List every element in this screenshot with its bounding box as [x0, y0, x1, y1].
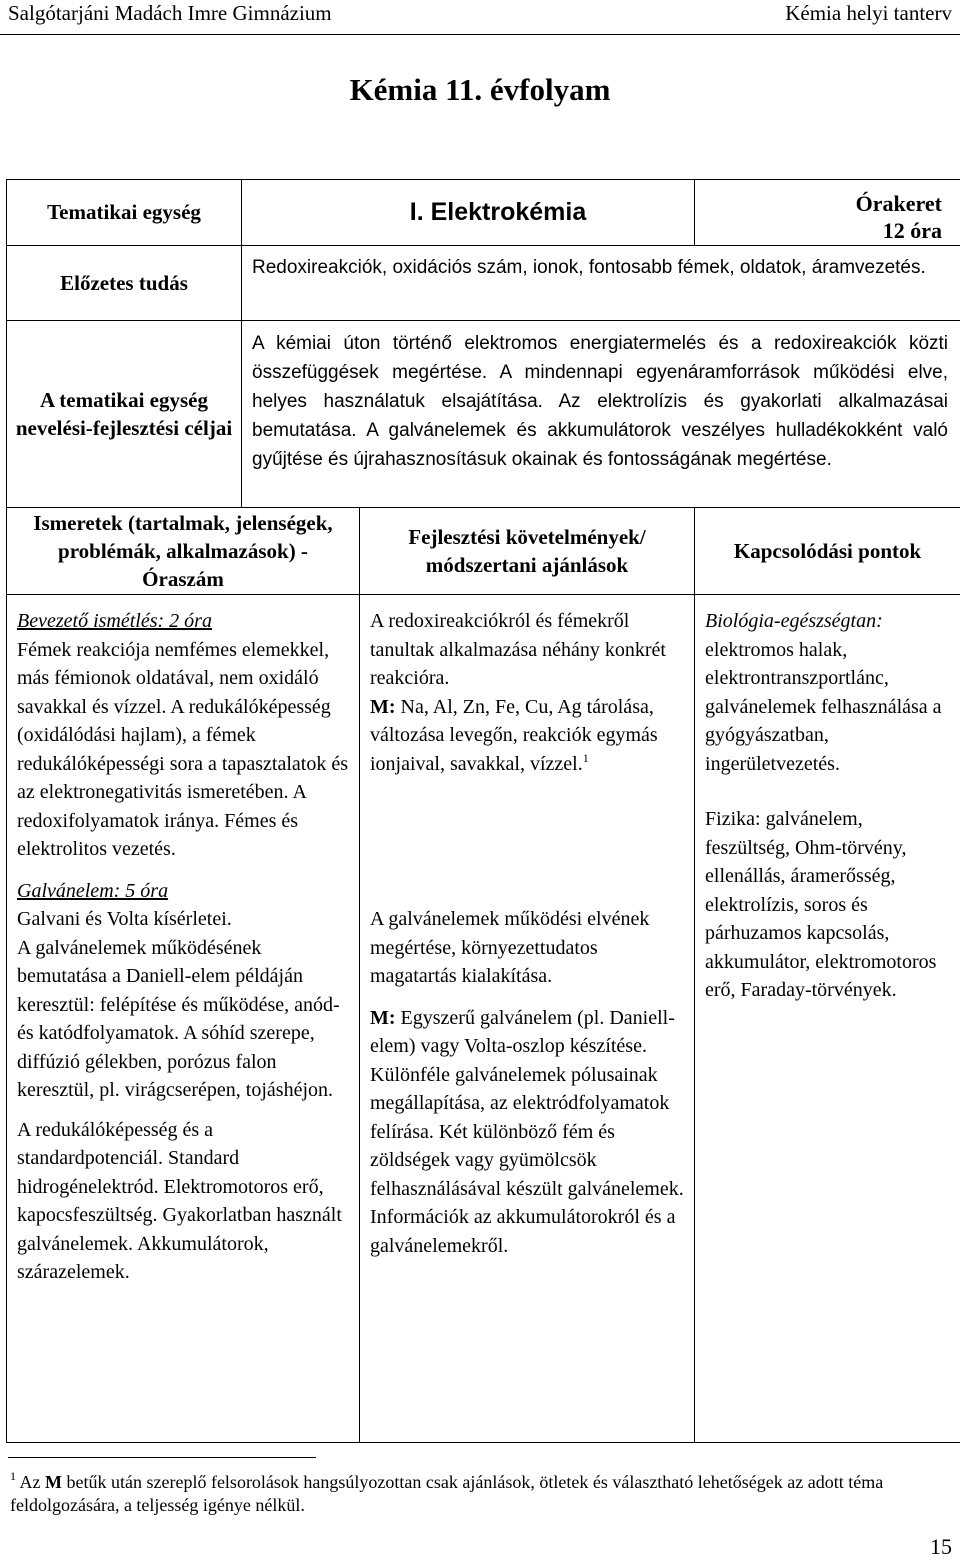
fejlesztes-p3-text: Egyszerű galvánelem (pl. Daniell-elem) vagy Volta-oszlop készítése. Különféle galvánelemek pólusainak megállapítása, az elektródfolyamatok felírása. Két különböző fém és zöldségek vagy gyümölcsök felhasználásával készült galvánelemek. Információk az akkumulátorokról és a galvánelemekről.	[370, 1007, 684, 1257]
fejlesztes-p1-m	[370, 693, 686, 779]
footnote-number: 1	[10, 1469, 16, 1483]
m-label: M:	[370, 1007, 396, 1029]
galvanelem-text-1: Galvani és Volta kísérletei.	[17, 905, 351, 934]
footnote-text-pre: Az	[16, 1472, 45, 1492]
col1-header-cell	[7, 508, 360, 595]
page-title: Kémia 11. évfolyam	[0, 72, 960, 108]
celok-cell	[242, 321, 960, 508]
footnote-ref: 1	[583, 751, 589, 765]
bevezeto-heading: Bevezető ismétlés: 2 óra	[17, 607, 351, 636]
fizika-text: galvánelem, feszültség, Ohm-törvény, ellenállás, áramerősség, elektrolízis, soros és párhuzamos kapcsolás, akkumulátor, elektromotoros erő, Faraday-törvények.	[705, 808, 936, 1001]
fejlesztes-p1-m-text: Na, Al, Zn, Fe, Cu, Ag tárolása, változása levegőn, reakciók egymás ionjaival, savakkal, vízzel.	[370, 696, 658, 775]
elozetes-tudas-label: Előzetes tudás	[60, 271, 188, 295]
unit-title: I. Elektrokémia	[410, 198, 586, 226]
elozetes-tudas-cell	[242, 246, 960, 321]
fejlesztes-p3	[370, 1004, 686, 1261]
fejlesztesi-header: Fejlesztési követelmények/ módszertani ajánlások	[408, 525, 645, 577]
fizika-block	[705, 805, 952, 1005]
celok-label-cell	[7, 321, 242, 508]
celok-text: A kémiai úton történő elektromos energiatermelés és a redoxireakciók közti összefüggések megértése. A mindennapi egyenáramforrások működési elve, helyes használatuk elsajátítása. Az elektrolízis és gyakorlati alkalmazásai bemutatása. A galvánelemek és akkumulátorok veszélyes hulladékokként való gyűjtése és újrahasznosításuk okainak és fontosságának megértése.	[252, 333, 948, 470]
biologia-text: elektromos halak, elektrontranszportlánc, galvánelemek felhasználása a gyógyászatban, ingerületvezetés.	[705, 639, 942, 775]
tematikai-egyseg-label: Tematikai egység	[47, 200, 201, 224]
bevezeto-text: Fémek reakciója nemfémes elemekkel, más fémionok oldatával, nem oxidáló savakkal és vízzel. A redukálóképesség (oxidálódási hajlam), a fémek redukálóképességi sora a tapasztalatok és az elektronegativitás ismeretében. A redoxifolyamatok iránya. Fémes és elektrolitos vezetés.	[17, 636, 351, 864]
kapcsolodasi-cell	[695, 595, 960, 1443]
galvanelem-heading: Galvánelem: 5 óra	[17, 877, 351, 906]
fejlesztes-p1-text: A redoxireakciókról és fémekről tanultak alkalmazása néhány konkrét reakcióra.	[370, 607, 686, 693]
elozetes-tudas-label-cell	[7, 246, 242, 321]
celok-label: A tematikai egység nevelési-fejlesztési céljai	[16, 388, 232, 440]
tematikai-egyseg-label-cell	[7, 180, 242, 246]
col2-header-cell	[360, 508, 695, 595]
orakeret-label: Órakeret	[695, 190, 942, 217]
fejlesztesi-cell	[360, 595, 695, 1443]
header-school-name: Salgótarjáni Madách Imre Gimnázium	[8, 1, 332, 26]
biologia-label: Biológia-egészségtan:	[705, 610, 883, 632]
elozetes-tudas-text: Redoxireakciók, oxidációs szám, ionok, fontosabb fémek, oldatok, áramvezetés.	[252, 257, 926, 278]
page-number: 15	[930, 1534, 952, 1560]
galvanelem-text-3: A redukálóképesség és a standardpotenciál. Standard hidrogénelektród. Elektromotoros erő, kapocsfeszültség. Gyakorlatban használt galvánelemek. Akkumulátorok, szárazelemek.	[17, 1116, 351, 1287]
biologia-block	[705, 607, 952, 778]
curriculum-table	[6, 179, 960, 1443]
header-document-title: Kémia helyi tanterv	[785, 1, 952, 26]
ismeretek-cell	[7, 595, 360, 1443]
footnote-divider	[8, 1457, 316, 1458]
orakeret-value: 12 óra	[695, 217, 942, 244]
fizika-label: Fizika:	[705, 808, 761, 830]
fejlesztes-p2-text: A galvánelemek működési elvének megértése, környezettudatos magatartás kialakítása.	[370, 905, 686, 991]
footnote-text: betűk után szereplő felsorolások hangsúlyozottan csak ajánlások, ötletek és választható lehetőségek az adott téma feldolgozására, a teljesség igénye nélkül.	[10, 1472, 883, 1515]
orakeret-cell	[695, 180, 960, 246]
m-label: M:	[370, 696, 396, 718]
unit-title-cell	[242, 180, 695, 246]
kapcsolodasi-header: Kapcsolódási pontok	[734, 539, 921, 563]
galvanelem-text-2: A galvánelemek működésének bemutatása a Daniell-elem példáján keresztül: felépítése és működése, anód- és katódfolyamatok. A sóhíd szerepe, diffúzió gélekben, porózus falon keresztül, pl. virágcserépen, tojáshéjon.	[17, 934, 351, 1105]
footnote-bold-m: M	[45, 1472, 62, 1492]
page-header	[0, 0, 960, 35]
footnote	[10, 1471, 940, 1517]
ismeretek-header: Ismeretek (tartalmak, jelenségek, problémák, alkalmazások) - Óraszám	[33, 511, 332, 591]
col3-header-cell	[695, 508, 960, 595]
